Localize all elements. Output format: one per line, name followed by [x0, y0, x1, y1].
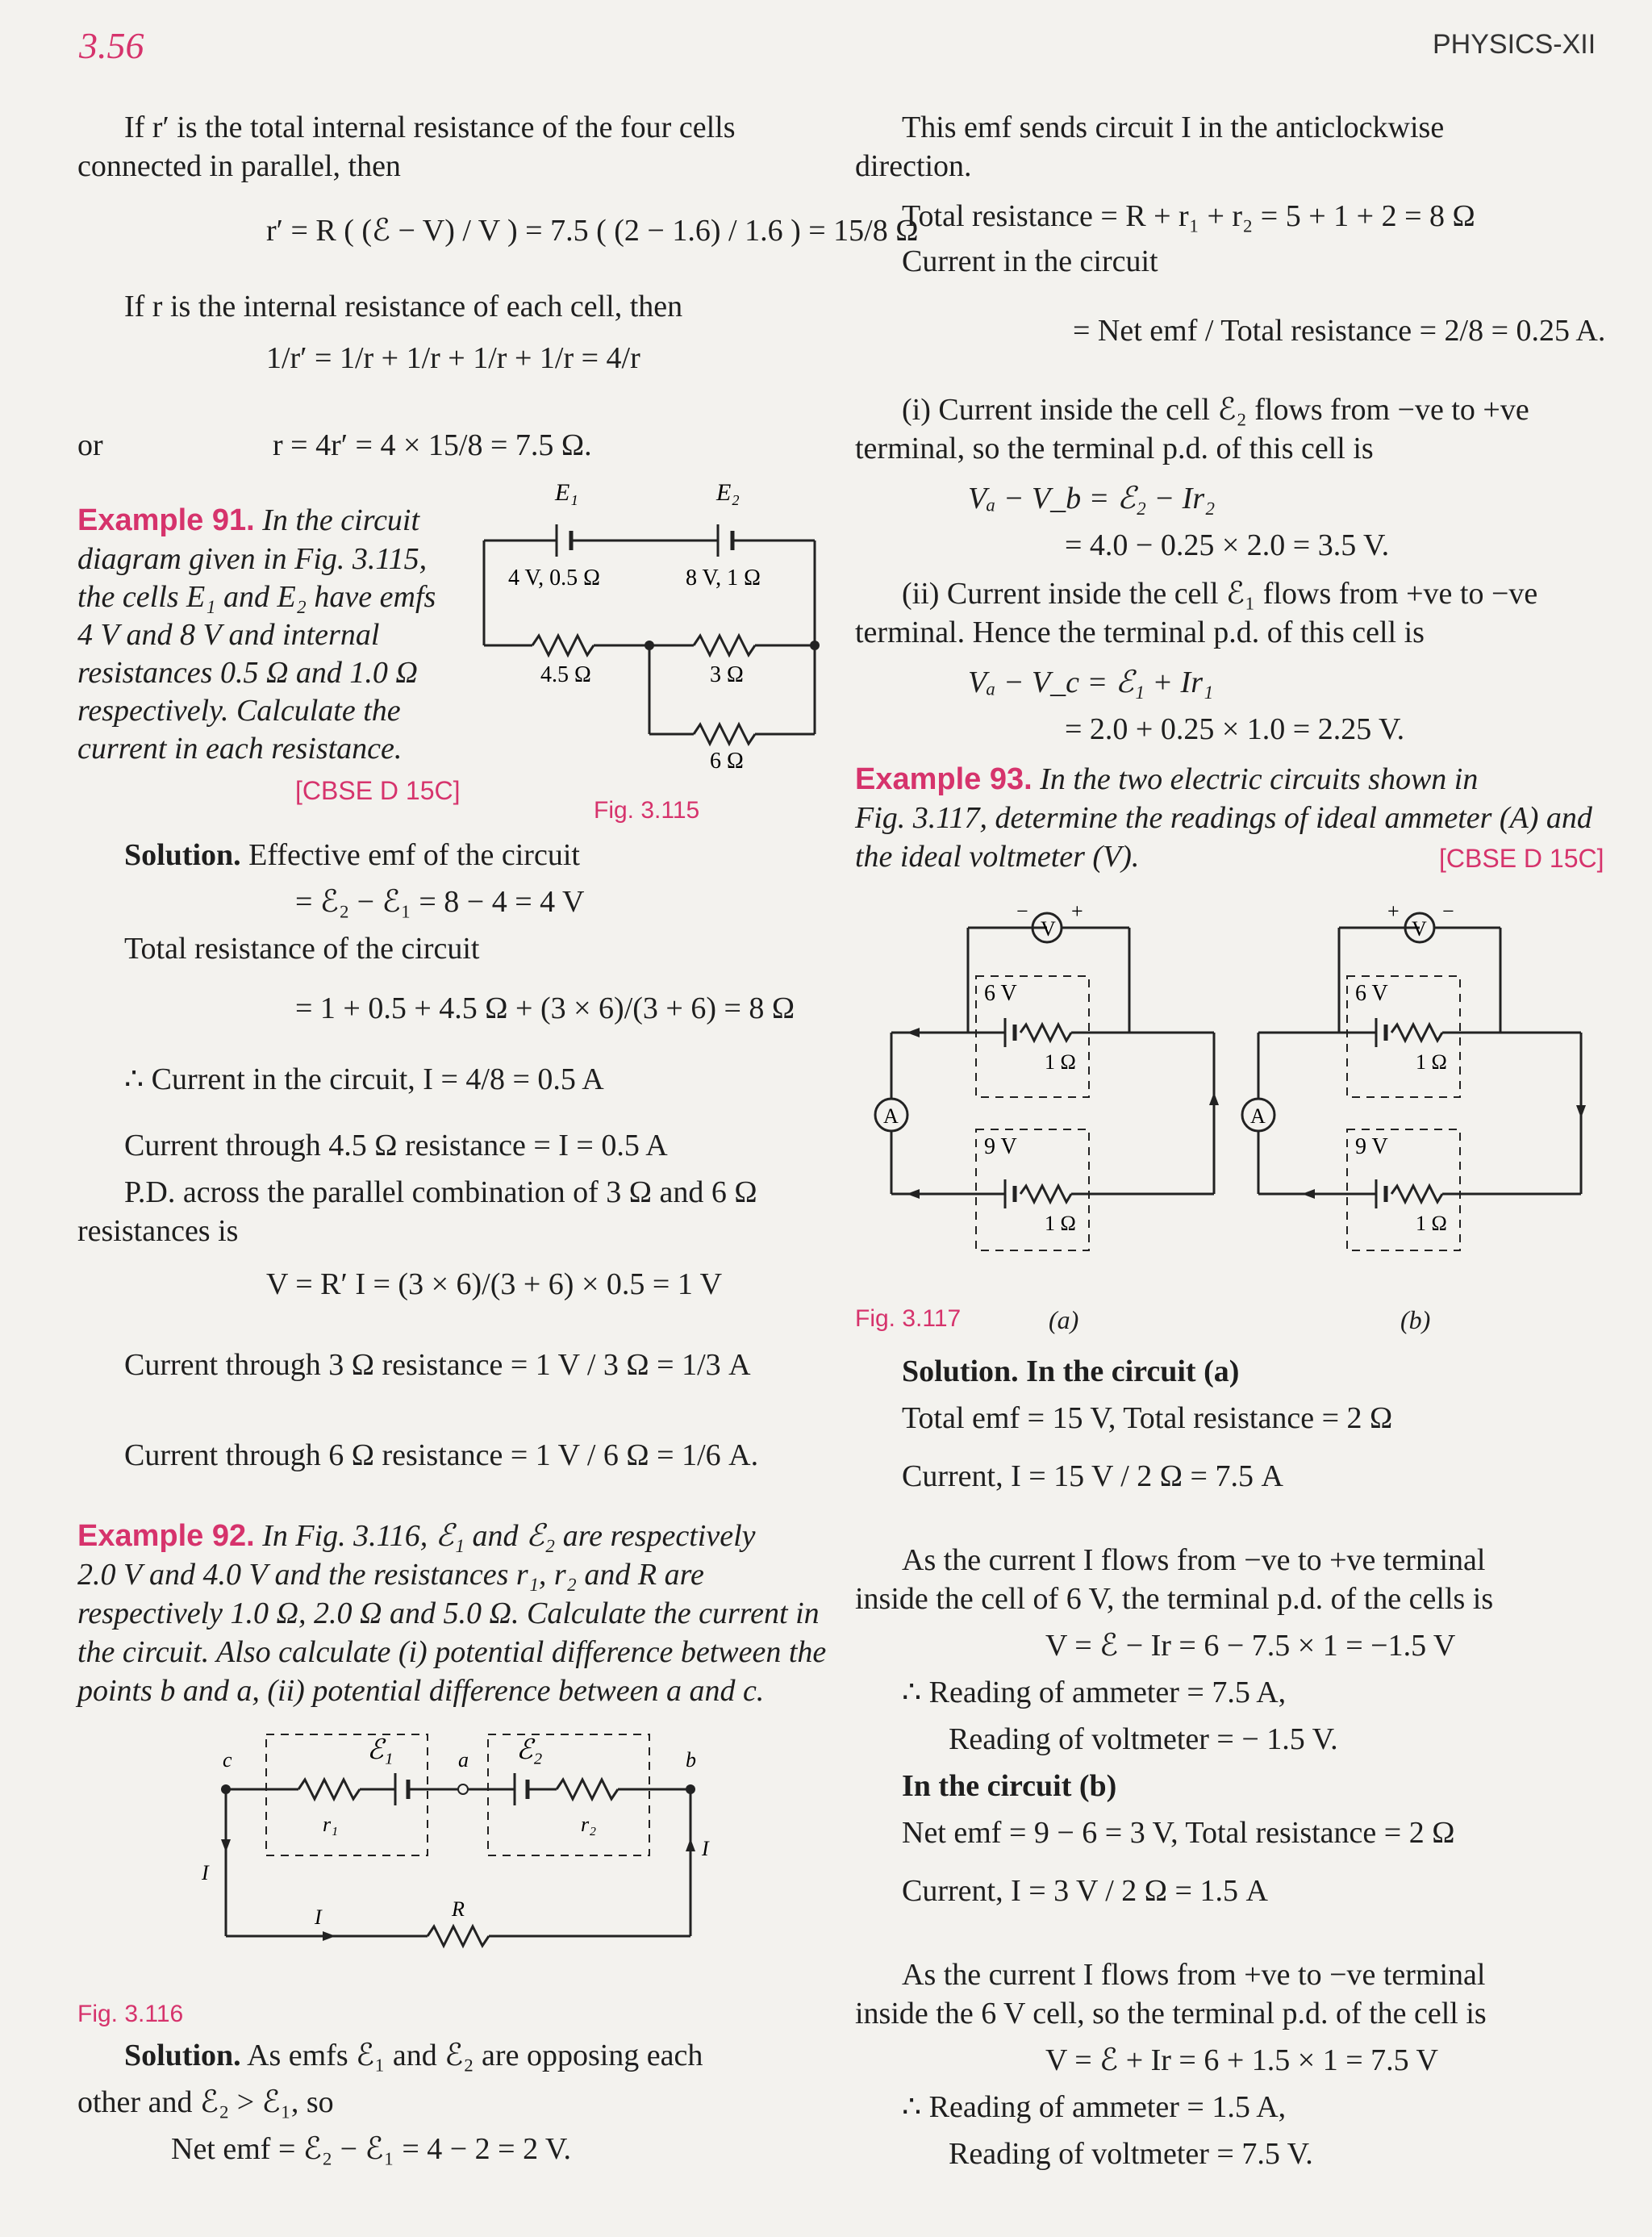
sol91-l3: ∴ Current in the circuit, I = 4/8 = 0.5 A — [124, 1062, 604, 1096]
example-91-label: Example 91. — [77, 503, 255, 537]
sol91-l1: Effective emf of the circuit — [248, 838, 580, 872]
figure-3-115-circuit — [476, 476, 831, 774]
svg-text:1 Ω: 1 Ω — [1045, 1212, 1076, 1235]
right-line-5: = Net emf / Total resistance = 2/8 = 0.25 A. — [1073, 314, 1606, 348]
sol92-label: Solution. — [124, 2039, 241, 2072]
svg-text:b: b — [686, 1748, 696, 1772]
ex92-line-2: respectively 1.0 Ω, 2.0 Ω and 5.0 Ω. Calculate the current in — [77, 1596, 820, 1630]
fig-3-117-a: (a) — [1049, 1305, 1079, 1334]
sol93-b-head: In the circuit (b) — [902, 1769, 1117, 1803]
svg-text:r₁: r₁ — [323, 1813, 339, 1836]
svg-text:6 V: 6 V — [1355, 981, 1388, 1006]
ex91-line-3: 4 V and 8 V and internal — [77, 618, 380, 652]
svg-text:9 V: 9 V — [1355, 1134, 1388, 1159]
sol93-b6: ∴ Reading of ammeter = 1.5 A, — [902, 2090, 1287, 2124]
sol93-b1: Net emf = 9 − 6 = 3 V, Total resistance = 2 Ω — [902, 1816, 1455, 1850]
sol91-eq1: = ℰ₂ − ℰ₁ = 8 − 4 = 4 V — [295, 885, 585, 919]
ex93-line-0: In the two electric circuits shown in — [1040, 762, 1479, 796]
svg-text:1 Ω: 1 Ω — [1416, 1050, 1447, 1074]
ex92-line-1: 2.0 V and 4.0 V and the resistances r₁, r₂ and R are — [77, 1558, 704, 1592]
ex91-line-5: respectively. Calculate the — [77, 694, 401, 728]
ex93-line-1: Fig. 3.117, determine the readings of ideal ammeter (A) and — [855, 801, 1592, 835]
sol92-l1: As emfs ℰ₁ and ℰ₂ are opposing each — [247, 2039, 703, 2072]
ex92-line-3: the circuit. Also calculate (i) potential difference between the — [77, 1635, 827, 1669]
svg-text:1 Ω: 1 Ω — [1416, 1212, 1447, 1235]
fig115-e2: E₂ — [716, 479, 740, 506]
svg-text:A: A — [1250, 1104, 1266, 1128]
fig-3-116-caption: Fig. 3.116 — [77, 2001, 184, 2027]
svg-text:I: I — [202, 1861, 209, 1884]
sol91-label: Solution. — [124, 838, 241, 872]
svg-text:+: + — [1387, 899, 1400, 923]
figure-3-117-circuits — [855, 887, 1597, 1291]
sol93-a7: Reading of voltmeter = − 1.5 V. — [949, 1722, 1338, 1756]
svg-text:9 V: 9 V — [984, 1134, 1017, 1159]
sol91-l2: Total resistance of the circuit — [124, 932, 480, 966]
svg-text:I: I — [315, 1905, 322, 1929]
sol93-a1: Total emf = 15 V, Total resistance = 2 Ω — [902, 1401, 1393, 1435]
ex91-line-0: In the circuit — [262, 503, 420, 537]
sol93-a3: As the current I flows from −ve to +ve terminal — [902, 1543, 1486, 1577]
ex91-line-1: diagram given in Fig. 3.115, — [77, 542, 428, 576]
fig115-e1: E₁ — [555, 479, 578, 506]
svg-text:6 V: 6 V — [984, 981, 1017, 1006]
eq1-text: r′ = R ( (ℰ − V) / V ) = 7.5 ( (2 − 1.6) / 1.6 ) = 15/8 Ω — [266, 214, 919, 248]
svg-text:c: c — [223, 1748, 232, 1772]
right-line-10: (ii) Current inside the cell ℰ₁ flows from +ve to −ve — [902, 577, 1538, 611]
svg-text:I: I — [702, 1837, 709, 1860]
sol93-b4: inside the 6 V cell, so the terminal p.d. of the cell is — [855, 1997, 1487, 2030]
ex93-cbse-ref: [CBSE D 15C] — [1439, 844, 1604, 873]
left-line-2: connected in parallel, then — [77, 149, 401, 183]
svg-text:V: V — [1041, 917, 1056, 941]
svg-text:−: − — [1442, 899, 1454, 923]
sol91-eq3: V = R′ I = (3 × 6)/(3 + 6) × 0.5 = 1 V — [266, 1267, 723, 1301]
equation-r-prime — [266, 187, 919, 276]
right-line-1: This emf sends circuit I in the anticlockwise — [902, 111, 1445, 144]
sol93-b5: V = ℰ + Ir = 6 + 1.5 × 1 = 7.5 V — [1045, 2043, 1438, 2077]
right-line-13: = 2.0 + 0.25 × 1.0 = 2.25 V. — [1065, 712, 1405, 746]
example-92-first — [77, 1517, 756, 1555]
sol93-b7: Reading of voltmeter = 7.5 V. — [949, 2137, 1313, 2171]
sol91-l5: P.D. across the parallel combination of 3 Ω and 6 Ω — [124, 1175, 757, 1209]
example-92-label: Example 92. — [77, 1519, 255, 1553]
sol93-a-head: Solution. In the circuit (a) — [902, 1354, 1240, 1388]
ex91-line-2: the cells E₁ and E₂ have emfs — [77, 580, 436, 614]
sol91-eq2: = 1 + 0.5 + 4.5 Ω + (3 × 6)/(3 + 6) = 8 Ω — [295, 991, 795, 1025]
svg-text:a: a — [458, 1748, 469, 1772]
svg-text:A: A — [883, 1104, 899, 1128]
sol93-a4: inside the cell of 6 V, the terminal p.d. of the cells is — [855, 1582, 1494, 1616]
right-line-11: terminal. Hence the terminal p.d. of this cell is — [855, 616, 1425, 649]
ex91-line-6: current in each resistance. — [77, 732, 403, 766]
ex93-line-2: the ideal voltmeter (V). — [855, 840, 1140, 874]
sol93-a5: V = ℰ − Ir = 6 − 7.5 × 1 = −1.5 V — [1045, 1629, 1456, 1663]
ex91-line-4: resistances 0.5 Ω and 1.0 Ω — [77, 656, 418, 690]
svg-text:1 Ω: 1 Ω — [1045, 1050, 1076, 1074]
sol92-l2: other and ℰ₂ > ℰ₁, so — [77, 2085, 334, 2119]
example-93-label: Example 93. — [855, 762, 1032, 796]
sol93-b2: Current, I = 3 V / 2 Ω = 1.5 A — [902, 1874, 1268, 1908]
left-line-1: If r′ is the total internal resistance of the four cells — [124, 111, 736, 144]
left-line-3: If r is the internal resistance of each cell, then — [124, 290, 683, 323]
svg-text:r₂: r₂ — [581, 1813, 597, 1836]
fig115-c2: 8 V, 1 Ω — [686, 566, 761, 591]
right-line-6: (i) Current inside the cell ℰ₂ flows from −ve to +ve — [902, 393, 1529, 427]
example-91-text — [77, 502, 465, 540]
svg-text:+: + — [1071, 899, 1083, 923]
example-93-first — [855, 760, 1478, 799]
sol91-l8: Current through 6 Ω resistance = 1 V / 6 Ω = 1/6 A. — [124, 1438, 759, 1472]
svg-text:−: − — [1016, 899, 1028, 923]
fig-3-117-b: (b) — [1400, 1305, 1431, 1334]
fig115-r3: 6 Ω — [710, 749, 744, 774]
fig-3-117-caption: Fig. 3.117 — [855, 1305, 962, 1332]
sol92-eq1: Net emf = ℰ₂ − ℰ₁ = 4 − 2 = 2 V. — [171, 2132, 571, 2166]
sol93-a6: ∴ Reading of ammeter = 7.5 A, — [902, 1676, 1287, 1709]
svg-text:ℰ₁: ℰ₁ — [367, 1735, 394, 1765]
fig115-r2: 3 Ω — [710, 662, 744, 687]
sol92-line-1 — [124, 2036, 703, 2075]
sol91-l7: Current through 3 Ω resistance = 1 V / 3 Ω = 1/3 A — [124, 1348, 751, 1382]
svg-text:R: R — [452, 1897, 465, 1921]
figure-3-116-circuit — [202, 1718, 726, 1960]
fig-3-115-caption: Fig. 3.115 — [594, 797, 700, 824]
sol93-a2: Current, I = 15 V / 2 Ω = 7.5 A — [902, 1459, 1283, 1493]
right-line-4: Current in the circuit — [902, 244, 1158, 278]
sol91-line-1 — [124, 836, 580, 874]
sol93-b3: As the current I flows from +ve to −ve terminal — [902, 1958, 1486, 1992]
sol91-l6: resistances is — [77, 1214, 239, 1248]
right-line-3: Total resistance = R + r₁ + r₂ = 5 + 1 + 2 = 8 Ω — [902, 199, 1475, 233]
right-line-9: = 4.0 − 0.25 × 2.0 = 3.5 V. — [1065, 528, 1390, 562]
sol91-l4: Current through 4.5 Ω resistance = I = 0.5 A — [124, 1129, 668, 1162]
right-line-12: Vₐ − V_c = ℰ₁ + Ir₁ — [968, 666, 1214, 699]
equation-reciprocal: 1/r′ = 1/r + 1/r + 1/r + 1/r = 4/r — [266, 341, 640, 375]
right-line-7: terminal, so the terminal p.d. of this cell is — [855, 432, 1374, 465]
page-number: 3.56 — [79, 25, 144, 66]
svg-text:ℰ₂: ℰ₂ — [516, 1735, 543, 1765]
fig115-c1: 4 V, 0.5 Ω — [508, 566, 600, 591]
svg-text:V: V — [1412, 917, 1427, 941]
equation-r: r = 4r′ = 4 × 15/8 = 7.5 Ω. — [273, 428, 592, 462]
ex92-line-0: In Fig. 3.116, ℰ₁ and ℰ₂ are respectively — [262, 1519, 756, 1553]
right-line-8: Vₐ − V_b = ℰ₂ − Ir₂ — [968, 482, 1216, 515]
fig115-r1: 4.5 Ω — [540, 662, 591, 687]
right-line-2: direction. — [855, 149, 972, 183]
book-title: PHYSICS-XII — [1433, 29, 1596, 60]
ex92-line-4: points b and a, (ii) potential difference between a and c. — [77, 1674, 765, 1708]
ex91-cbse-ref: [CBSE D 15C] — [295, 776, 461, 805]
or-word: or — [77, 428, 103, 462]
